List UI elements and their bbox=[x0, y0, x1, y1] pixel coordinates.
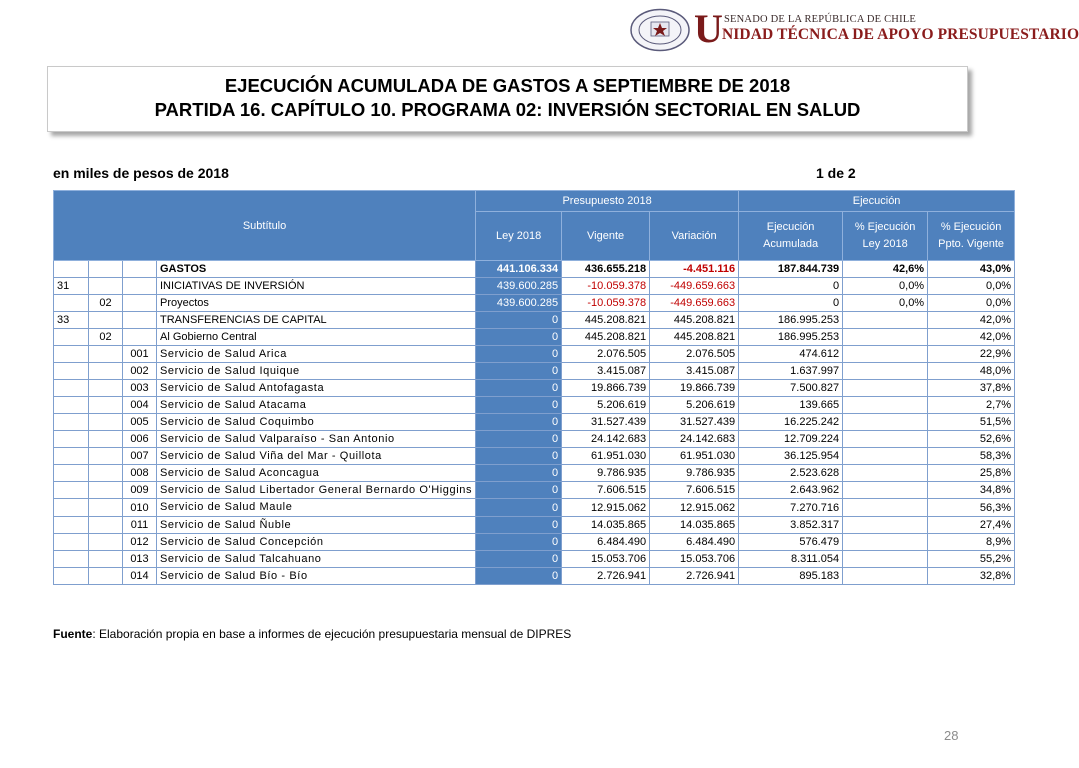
row-ley: 0 bbox=[476, 499, 562, 517]
row-vigente: 5.206.619 bbox=[562, 397, 650, 414]
row-code-item bbox=[89, 380, 123, 397]
row-code-subtitulo bbox=[54, 363, 89, 380]
row-code-asignacion bbox=[123, 329, 157, 346]
row-ejec-acumulada: 16.225.242 bbox=[739, 414, 843, 431]
table-row bbox=[54, 278, 1015, 295]
table-row bbox=[54, 397, 1015, 414]
row-ley: 0 bbox=[476, 465, 562, 482]
row-ley: 0 bbox=[476, 363, 562, 380]
row-code-item bbox=[89, 414, 123, 431]
row-code-subtitulo: 33 bbox=[54, 312, 89, 329]
row-variacion: 2.726.941 bbox=[650, 568, 739, 585]
row-ejec-acumulada: 186.995.253 bbox=[739, 312, 843, 329]
row-name: Servicio de Salud Maule bbox=[157, 499, 476, 517]
row-variacion: 15.053.706 bbox=[650, 551, 739, 568]
row-name: Proyectos bbox=[157, 295, 476, 312]
row-vigente: 436.655.218 bbox=[562, 261, 650, 278]
table-row bbox=[54, 329, 1015, 346]
table-row bbox=[54, 551, 1015, 568]
units-label: en miles de pesos de 2018 bbox=[53, 165, 229, 181]
row-ejec-acumulada: 474.612 bbox=[739, 346, 843, 363]
row-code-item bbox=[89, 312, 123, 329]
row-code-asignacion bbox=[123, 278, 157, 295]
row-pct-vigente: 25,8% bbox=[928, 465, 1015, 482]
table-row bbox=[54, 363, 1015, 380]
table-row bbox=[54, 431, 1015, 448]
row-ley: 0 bbox=[476, 431, 562, 448]
row-vigente: 445.208.821 bbox=[562, 329, 650, 346]
row-code-item bbox=[89, 363, 123, 380]
row-ejec-acumulada: 0 bbox=[739, 278, 843, 295]
row-code-item bbox=[89, 346, 123, 363]
row-code-item bbox=[89, 482, 123, 499]
row-vigente: 3.415.087 bbox=[562, 363, 650, 380]
row-variacion: 61.951.030 bbox=[650, 448, 739, 465]
row-pct-ley bbox=[843, 329, 928, 346]
row-ley: 0 bbox=[476, 534, 562, 551]
row-code-asignacion: 004 bbox=[123, 397, 157, 414]
table-row bbox=[54, 448, 1015, 465]
row-ejec-acumulada: 1.637.997 bbox=[739, 363, 843, 380]
row-pct-vigente: 55,2% bbox=[928, 551, 1015, 568]
row-pct-vigente: 51,5% bbox=[928, 414, 1015, 431]
row-code-subtitulo bbox=[54, 431, 89, 448]
row-name: Servicio de Salud Arica bbox=[157, 346, 476, 363]
row-pct-vigente: 42,0% bbox=[928, 312, 1015, 329]
table-row bbox=[54, 312, 1015, 329]
row-variacion: -449.659.663 bbox=[650, 278, 739, 295]
table-row bbox=[54, 261, 1015, 278]
row-variacion: 14.035.865 bbox=[650, 517, 739, 534]
row-name: Servicio de Salud Atacama bbox=[157, 397, 476, 414]
row-vigente: 14.035.865 bbox=[562, 517, 650, 534]
row-code-asignacion bbox=[123, 312, 157, 329]
row-variacion: 19.866.739 bbox=[650, 380, 739, 397]
title-box bbox=[47, 66, 968, 132]
row-name: Servicio de Salud Talcahuano bbox=[157, 551, 476, 568]
row-variacion: 445.208.821 bbox=[650, 312, 739, 329]
row-code-item: 02 bbox=[89, 295, 123, 312]
title-line2: PARTIDA 16. CAPÍTULO 10. PROGRAMA 02: INVERSIÓN SECTORIAL EN SALUD bbox=[154, 99, 861, 120]
row-vigente: 7.606.515 bbox=[562, 482, 650, 499]
row-code-asignacion: 006 bbox=[123, 431, 157, 448]
row-ley: 0 bbox=[476, 329, 562, 346]
row-code-asignacion: 008 bbox=[123, 465, 157, 482]
row-variacion: 6.484.490 bbox=[650, 534, 739, 551]
row-ley: 0 bbox=[476, 397, 562, 414]
row-vigente: 31.527.439 bbox=[562, 414, 650, 431]
row-name: TRANSFERENCIAS DE CAPITAL bbox=[157, 312, 476, 329]
row-pct-ley: 0,0% bbox=[843, 295, 928, 312]
row-pct-vigente: 27,4% bbox=[928, 517, 1015, 534]
row-code-asignacion: 007 bbox=[123, 448, 157, 465]
row-code-subtitulo bbox=[54, 517, 89, 534]
row-code-item bbox=[89, 534, 123, 551]
row-pct-ley bbox=[843, 363, 928, 380]
row-code-subtitulo bbox=[54, 261, 89, 278]
row-code-asignacion: 002 bbox=[123, 363, 157, 380]
row-pct-ley bbox=[843, 397, 928, 414]
table-row bbox=[54, 534, 1015, 551]
header-ejecucion: Ejecución bbox=[739, 191, 1015, 212]
header-pct-ley: % Ejecución Ley 2018 bbox=[843, 212, 928, 261]
row-name: Servicio de Salud Bío - Bío bbox=[157, 568, 476, 585]
row-vigente: 19.866.739 bbox=[562, 380, 650, 397]
page-number: 28 bbox=[944, 728, 959, 743]
row-ejec-acumulada: 7.270.716 bbox=[739, 499, 843, 517]
row-pct-vigente: 48,0% bbox=[928, 363, 1015, 380]
row-code-asignacion bbox=[123, 295, 157, 312]
row-pct-ley bbox=[843, 380, 928, 397]
row-code-subtitulo: 31 bbox=[54, 278, 89, 295]
table-body bbox=[54, 261, 1015, 585]
budget-table bbox=[53, 190, 1015, 585]
row-code-item bbox=[89, 499, 123, 517]
row-code-asignacion: 001 bbox=[123, 346, 157, 363]
row-ley: 0 bbox=[476, 414, 562, 431]
row-pct-vigente: 22,9% bbox=[928, 346, 1015, 363]
row-code-asignacion: 005 bbox=[123, 414, 157, 431]
row-name: Servicio de Salud Aconcagua bbox=[157, 465, 476, 482]
row-pct-ley bbox=[843, 346, 928, 363]
row-variacion: 9.786.935 bbox=[650, 465, 739, 482]
row-variacion: 445.208.821 bbox=[650, 329, 739, 346]
org-name-line1: SENADO DE LA REPÚBLICA DE CHILE bbox=[724, 14, 916, 25]
row-code-item bbox=[89, 278, 123, 295]
footnote-label: Fuente bbox=[53, 627, 93, 641]
row-ley: 439.600.285 bbox=[476, 295, 562, 312]
row-pct-vigente: 2,7% bbox=[928, 397, 1015, 414]
row-ley: 0 bbox=[476, 568, 562, 585]
row-name: Servicio de Salud Ñuble bbox=[157, 517, 476, 534]
header-vigente: Vigente bbox=[562, 212, 650, 261]
row-code-item bbox=[89, 517, 123, 534]
row-pct-ley: 0,0% bbox=[843, 278, 928, 295]
row-pct-ley bbox=[843, 568, 928, 585]
row-code-asignacion bbox=[123, 261, 157, 278]
row-code-subtitulo bbox=[54, 329, 89, 346]
table-row bbox=[54, 482, 1015, 499]
org-name-line2: NIDAD TÉCNICA DE APOYO PRESUPUESTARIO bbox=[722, 26, 1079, 43]
row-code-subtitulo bbox=[54, 448, 89, 465]
header-variacion: Variación bbox=[650, 212, 739, 261]
row-name: Servicio de Salud Iquique bbox=[157, 363, 476, 380]
header-ejec-acumulada: Ejecución Acumulada bbox=[739, 212, 843, 261]
row-name: Servicio de Salud Concepción bbox=[157, 534, 476, 551]
row-code-asignacion: 013 bbox=[123, 551, 157, 568]
row-pct-ley bbox=[843, 312, 928, 329]
row-ley: 0 bbox=[476, 551, 562, 568]
row-pct-ley bbox=[843, 551, 928, 568]
row-ley: 0 bbox=[476, 448, 562, 465]
row-variacion: 7.606.515 bbox=[650, 482, 739, 499]
table-row bbox=[54, 499, 1015, 517]
row-code-asignacion: 014 bbox=[123, 568, 157, 585]
row-ejec-acumulada: 186.995.253 bbox=[739, 329, 843, 346]
row-code-item: 02 bbox=[89, 329, 123, 346]
row-ejec-acumulada: 12.709.224 bbox=[739, 431, 843, 448]
row-code-subtitulo bbox=[54, 414, 89, 431]
row-vigente: 9.786.935 bbox=[562, 465, 650, 482]
row-code-item bbox=[89, 397, 123, 414]
title-line1: EJECUCIÓN ACUMULADA DE GASTOS A SEPTIEMBRE DE 2018 bbox=[224, 75, 791, 96]
table-row bbox=[54, 380, 1015, 397]
row-code-asignacion: 003 bbox=[123, 380, 157, 397]
row-ejec-acumulada: 139.665 bbox=[739, 397, 843, 414]
row-code-item bbox=[89, 431, 123, 448]
row-variacion: 24.142.683 bbox=[650, 431, 739, 448]
row-code-subtitulo bbox=[54, 534, 89, 551]
row-code-subtitulo bbox=[54, 380, 89, 397]
row-ejec-acumulada: 8.311.054 bbox=[739, 551, 843, 568]
row-ejec-acumulada: 36.125.954 bbox=[739, 448, 843, 465]
row-vigente: 2.726.941 bbox=[562, 568, 650, 585]
row-code-asignacion: 012 bbox=[123, 534, 157, 551]
row-pct-vigente: 8,9% bbox=[928, 534, 1015, 551]
table-row bbox=[54, 465, 1015, 482]
row-name: Servicio de Salud Coquimbo bbox=[157, 414, 476, 431]
row-code-subtitulo bbox=[54, 499, 89, 517]
table-row bbox=[54, 346, 1015, 363]
row-code-subtitulo bbox=[54, 295, 89, 312]
header-pct-vigente: % Ejecución Ppto. Vigente bbox=[928, 212, 1015, 261]
row-variacion: -449.659.663 bbox=[650, 295, 739, 312]
row-pct-vigente: 32,8% bbox=[928, 568, 1015, 585]
row-vigente: 12.915.062 bbox=[562, 499, 650, 517]
table-row bbox=[54, 568, 1015, 585]
row-code-item bbox=[89, 568, 123, 585]
row-variacion: 12.915.062 bbox=[650, 499, 739, 517]
senado-seal-icon bbox=[629, 8, 691, 52]
row-pct-vigente: 0,0% bbox=[928, 278, 1015, 295]
row-pct-ley bbox=[843, 482, 928, 499]
row-ley: 439.600.285 bbox=[476, 278, 562, 295]
row-ejec-acumulada: 576.479 bbox=[739, 534, 843, 551]
row-ejec-acumulada: 2.523.628 bbox=[739, 465, 843, 482]
row-pct-ley bbox=[843, 517, 928, 534]
row-pct-vigente: 42,0% bbox=[928, 329, 1015, 346]
row-code-item bbox=[89, 551, 123, 568]
row-pct-ley: 42,6% bbox=[843, 261, 928, 278]
row-code-subtitulo bbox=[54, 568, 89, 585]
row-pct-vigente: 0,0% bbox=[928, 295, 1015, 312]
row-variacion: -4.451.116 bbox=[650, 261, 739, 278]
row-code-item bbox=[89, 465, 123, 482]
footnote-text: : Elaboración propia en base a informes de ejecución presupuestaria mensual de DIPRES bbox=[92, 627, 572, 641]
row-code-subtitulo bbox=[54, 482, 89, 499]
table-row bbox=[54, 295, 1015, 312]
row-name: Servicio de Salud Valparaíso - San Antonio bbox=[157, 431, 476, 448]
table-row bbox=[54, 414, 1015, 431]
header-subtitulo: Subtítulo bbox=[54, 191, 476, 261]
row-name: Servicio de Salud Libertador General Bernardo O'Higgins bbox=[157, 482, 476, 499]
row-code-subtitulo bbox=[54, 465, 89, 482]
row-code-asignacion: 010 bbox=[123, 499, 157, 517]
row-vigente: 2.076.505 bbox=[562, 346, 650, 363]
row-pct-vigente: 56,3% bbox=[928, 499, 1015, 517]
row-vigente: -10.059.378 bbox=[562, 295, 650, 312]
row-ejec-acumulada: 2.643.962 bbox=[739, 482, 843, 499]
footnote bbox=[53, 627, 571, 641]
row-code-asignacion: 009 bbox=[123, 482, 157, 499]
row-ley: 0 bbox=[476, 312, 562, 329]
row-ejec-acumulada: 7.500.827 bbox=[739, 380, 843, 397]
row-ejec-acumulada: 187.844.739 bbox=[739, 261, 843, 278]
row-vigente: -10.059.378 bbox=[562, 278, 650, 295]
row-variacion: 3.415.087 bbox=[650, 363, 739, 380]
row-pct-ley bbox=[843, 414, 928, 431]
row-vigente: 15.053.706 bbox=[562, 551, 650, 568]
row-vigente: 61.951.030 bbox=[562, 448, 650, 465]
row-name: Al Gobierno Central bbox=[157, 329, 476, 346]
row-pct-vigente: 52,6% bbox=[928, 431, 1015, 448]
row-ejec-acumulada: 3.852.317 bbox=[739, 517, 843, 534]
row-pct-ley bbox=[843, 431, 928, 448]
row-ley: 0 bbox=[476, 517, 562, 534]
row-ejec-acumulada: 895.183 bbox=[739, 568, 843, 585]
row-code-subtitulo bbox=[54, 551, 89, 568]
row-ley: 0 bbox=[476, 482, 562, 499]
row-vigente: 445.208.821 bbox=[562, 312, 650, 329]
row-pct-vigente: 43,0% bbox=[928, 261, 1015, 278]
row-code-subtitulo bbox=[54, 346, 89, 363]
row-name: Servicio de Salud Viña del Mar - Quillota bbox=[157, 448, 476, 465]
table-row bbox=[54, 517, 1015, 534]
row-name: INICIATIVAS DE INVERSIÓN bbox=[157, 278, 476, 295]
row-code-asignacion: 011 bbox=[123, 517, 157, 534]
header-ley: Ley 2018 bbox=[476, 212, 562, 261]
row-variacion: 5.206.619 bbox=[650, 397, 739, 414]
row-pct-ley bbox=[843, 499, 928, 517]
row-vigente: 6.484.490 bbox=[562, 534, 650, 551]
row-ley: 0 bbox=[476, 380, 562, 397]
row-vigente: 24.142.683 bbox=[562, 431, 650, 448]
row-name: GASTOS bbox=[157, 261, 476, 278]
row-variacion: 31.527.439 bbox=[650, 414, 739, 431]
row-pct-vigente: 34,8% bbox=[928, 482, 1015, 499]
row-ejec-acumulada: 0 bbox=[739, 295, 843, 312]
row-pct-ley bbox=[843, 448, 928, 465]
row-pct-ley bbox=[843, 465, 928, 482]
row-pct-vigente: 37,8% bbox=[928, 380, 1015, 397]
row-code-item bbox=[89, 448, 123, 465]
row-name: Servicio de Salud Antofagasta bbox=[157, 380, 476, 397]
row-variacion: 2.076.505 bbox=[650, 346, 739, 363]
row-pct-ley bbox=[843, 534, 928, 551]
row-ley: 441.106.334 bbox=[476, 261, 562, 278]
row-ley: 0 bbox=[476, 346, 562, 363]
org-logo-initial: U bbox=[694, 6, 723, 51]
row-pct-vigente: 58,3% bbox=[928, 448, 1015, 465]
page-of-label: 1 de 2 bbox=[816, 165, 856, 181]
row-code-item bbox=[89, 261, 123, 278]
row-code-subtitulo bbox=[54, 397, 89, 414]
header-presupuesto: Presupuesto 2018 bbox=[476, 191, 739, 212]
